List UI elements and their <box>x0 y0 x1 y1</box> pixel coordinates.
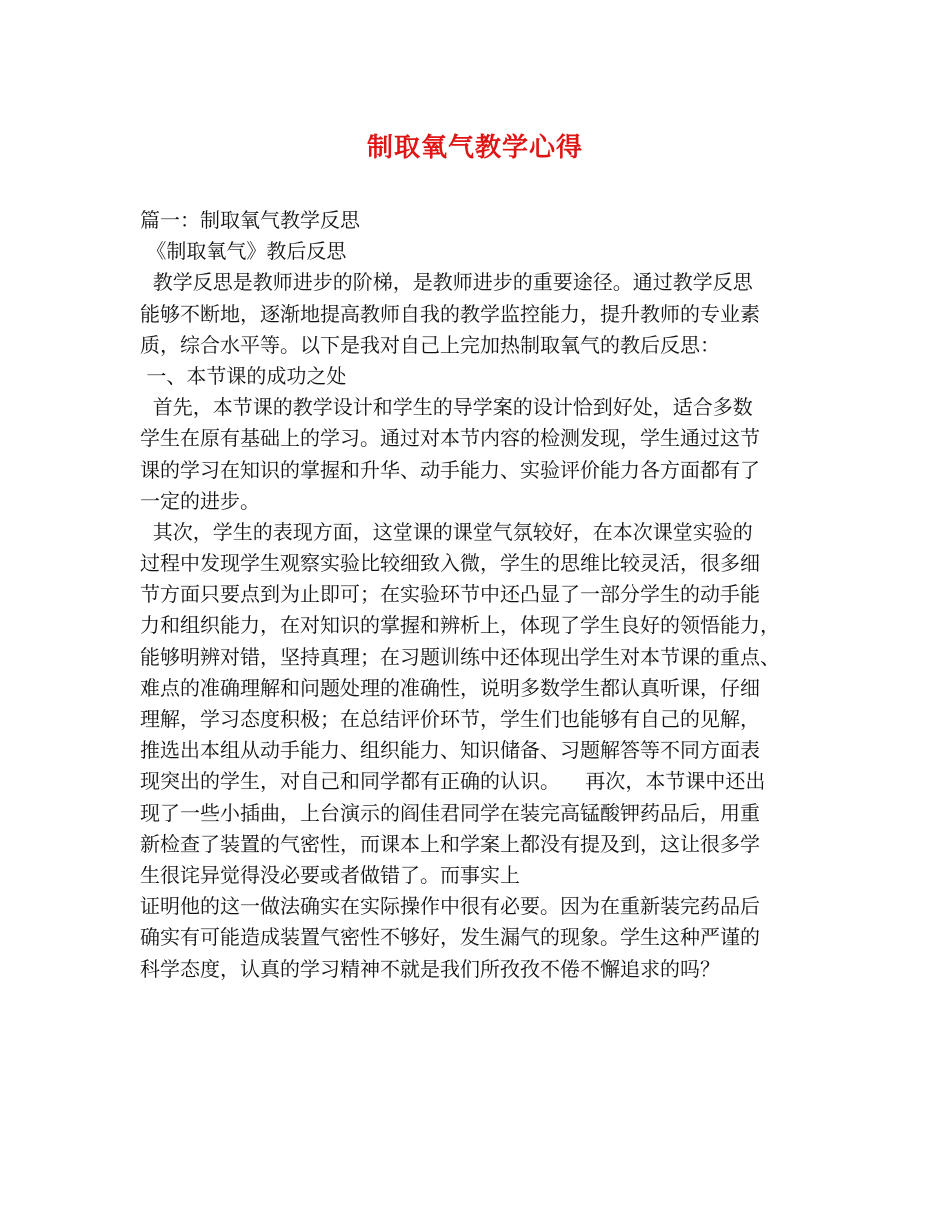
text-line: 新检查了装置的气密性，而课本上和学案上都没有提及到，这让很多学 <box>140 831 760 856</box>
text-line: 过程中发现学生观察实验比较细致入微，学生的思维比较灵活，很多细 <box>140 551 760 576</box>
text-line: 《制取氧气》教后反思 <box>140 239 347 264</box>
text-line: 一、本节课的成功之处 <box>140 363 347 388</box>
text-line: 能够明辨对错，坚持真理；在习题训练中还体现出学生对本节课的重点、 <box>140 644 780 669</box>
text-line: 篇一：制取氧气教学反思 <box>140 208 360 232</box>
text-line: 一定的进步。 <box>140 488 260 513</box>
text-line: 课的学习在知识的掌握和升华、动手能力、实验评价能力各方面都有了 <box>140 457 760 482</box>
text-line: 首先，本节课的教学设计和学生的导学案的设计恰到好处，适合多数 <box>140 395 753 420</box>
text-line: 现突出的学生，对自己和同学都有正确的认识。 再次，本节课中还出 <box>140 769 766 794</box>
text-line: 节方面只要点到为止即可；在实验环节中还凸显了一部分学生的动手能 <box>140 582 760 607</box>
text-line: 学生在原有基础上的学习。通过对本节内容的检测发现，学生通过这节 <box>140 426 760 451</box>
text-line: 生很诧异觉得没必要或者做错了。而事实上 <box>140 862 520 887</box>
document-body <box>140 205 820 985</box>
text-line: 难点的准确理解和问题处理的准确性，说明多数学生都认真听课，仔细 <box>140 675 760 700</box>
text-line: 力和组织能力，在对知识的掌握和辨析上，体现了学生良好的领悟能力， <box>140 613 780 638</box>
text-line: 推选出本组从动手能力、组织能力、知识储备、习题解答等不同方面表 <box>140 738 760 763</box>
text-line: 现了一些小插曲，上台演示的阎佳君同学在装完高锰酸钾药品后，用重 <box>140 800 760 825</box>
text-line: 理解，学习态度积极；在总结评价环节，学生们也能够有自己的见解， <box>140 707 760 731</box>
text-line: 质，综合水平等。以下是我对自己上完加热制取氧气的教后反思： <box>140 332 720 357</box>
text-line: 证明他的这一做法确实在实际操作中很有必要。因为在重新装完药品后 <box>140 894 760 919</box>
text-line: 其次，学生的表现方面，这堂课的课堂气氛较好，在本次课堂实验的 <box>140 519 753 544</box>
text-line: 教学反思是教师进步的阶梯，是教师进步的重要途径。通过教学反思 <box>140 270 753 295</box>
text-line: 科学态度，认真的学习精神不就是我们所孜孜不倦不懈追求的吗？ <box>140 956 720 981</box>
text-line: 能够不断地，逐渐地提高教师自我的教学监控能力，提升教师的专业素 <box>140 301 760 326</box>
text-line: 确实有可能造成装置气密性不够好，发生漏气的现象。学生这种严谨的 <box>140 925 760 950</box>
document-title: 制取氧气教学心得 <box>366 133 583 163</box>
